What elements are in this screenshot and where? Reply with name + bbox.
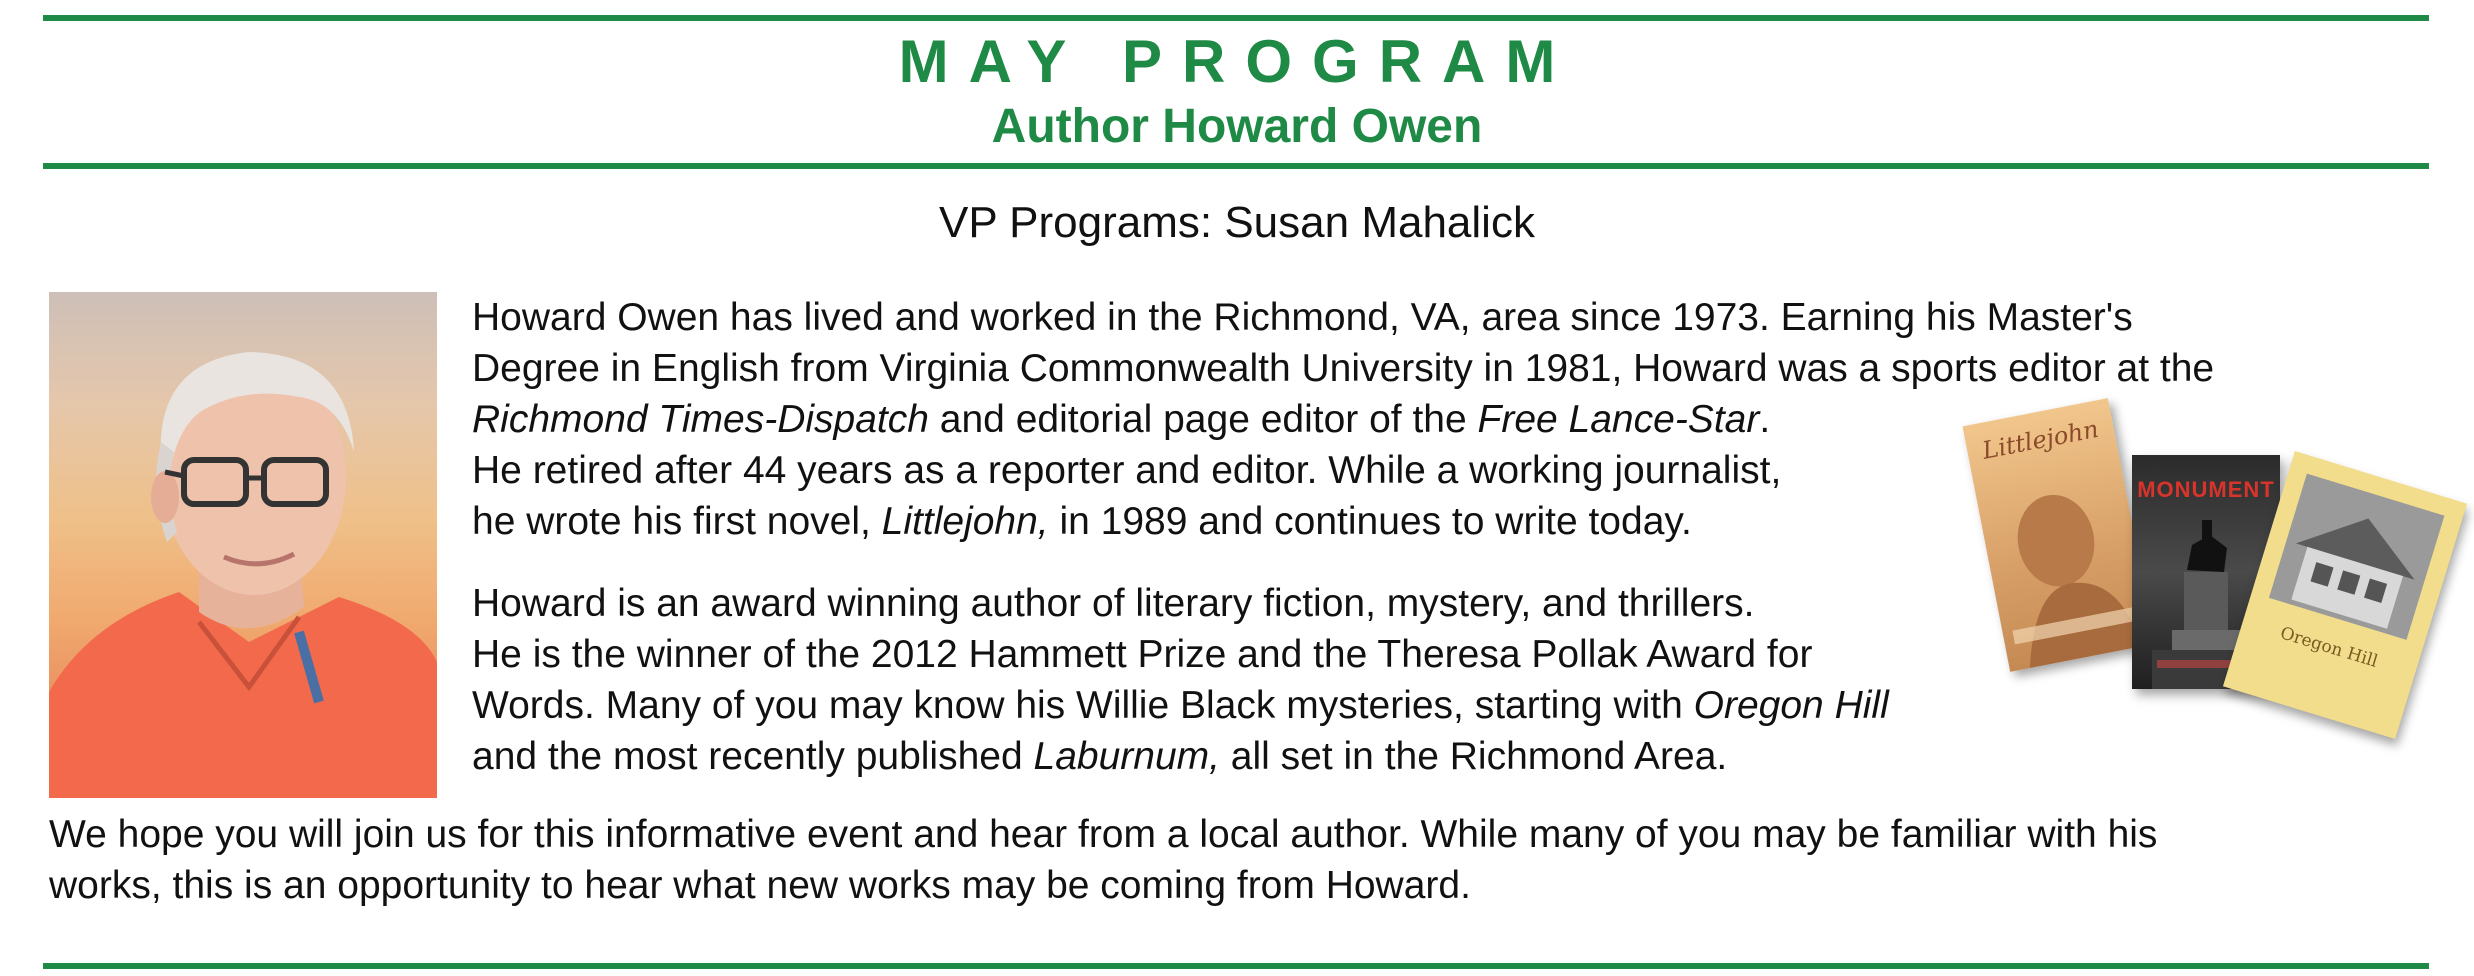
bio-paragraph-1-line	[472, 496, 2214, 547]
text-run: .	[1759, 398, 1771, 441]
bio-paragraph-2	[472, 578, 1889, 782]
top-divider	[43, 15, 2429, 21]
bio-paragraph-1	[472, 292, 2214, 547]
text-run: in 1989 and continues to write today.	[1048, 500, 1692, 543]
text-run: Words. Many of you may know his Willie Black mysteries, starting with	[472, 684, 1694, 727]
italic-title: Free Lance-Star	[1477, 398, 1760, 441]
bio-paragraph-2-line	[472, 680, 1889, 731]
book-title-littlejohn: Littlejohn	[1980, 414, 2101, 465]
header-divider	[43, 163, 2429, 169]
bio-paragraph-2-line	[472, 629, 1889, 680]
closing-paragraph-line	[49, 809, 2157, 860]
italic-title: Oregon Hill	[1693, 684, 1889, 727]
text-run: Howard is an award winning author of literary fiction, mystery, and thrillers.	[472, 582, 1755, 625]
program-title: MAY PROGRAM	[898, 28, 1576, 95]
italic-title: Richmond Times-Dispatch	[472, 398, 929, 441]
text-run: Howard Owen has lived and worked in the Richmond, VA, area since 1973. Earning his Master's	[472, 296, 2133, 339]
author-portrait	[49, 292, 437, 798]
text-run: We hope you will join us for this informative event and hear from a local author. While many of you may be familiar with his	[49, 813, 2158, 856]
bio-paragraph-1-line	[472, 394, 2214, 445]
text-run: Degree in English from Virginia Commonwealth University in 1981, Howard was a sports editor at the	[472, 347, 2215, 390]
book-art-oregon-hill	[2269, 474, 2445, 640]
text-run: He retired after 44 years as a reporter and editor. While a working journalist,	[472, 449, 1782, 492]
italic-title: Laburnum,	[1033, 735, 1220, 778]
closing-paragraph-line	[49, 860, 2157, 911]
program-subtitle: Author Howard Owen	[991, 100, 1483, 153]
closing-paragraph	[49, 809, 2157, 911]
bio-paragraph-1-line	[472, 292, 2214, 343]
bio-paragraph-1-line	[472, 445, 2214, 496]
bio-paragraph-2-line	[472, 731, 1889, 782]
text-run: works, this is an opportunity to hear what new works may be coming from Howard.	[49, 864, 1471, 907]
bio-paragraph-2-line	[472, 578, 1889, 629]
bottom-divider	[43, 963, 2429, 969]
bio-paragraph-1-line	[472, 343, 2214, 394]
book-title-oregon-hill: Oregon Hill	[2277, 623, 2381, 672]
text-run: and the most recently published	[472, 735, 1034, 778]
text-run: he wrote his first novel,	[472, 500, 882, 543]
italic-title: Littlejohn,	[881, 500, 1049, 543]
text-run: He is the winner of the 2012 Hammett Prize and the Theresa Pollak Award for	[472, 633, 1813, 676]
text-run: all set in the Richmond Area.	[1219, 735, 1728, 778]
text-run: and editorial page editor of the	[928, 398, 1478, 441]
book-title-monument: MONUMENT	[2137, 477, 2275, 502]
vp-programs-line: VP Programs: Susan Mahalick	[939, 198, 1535, 247]
